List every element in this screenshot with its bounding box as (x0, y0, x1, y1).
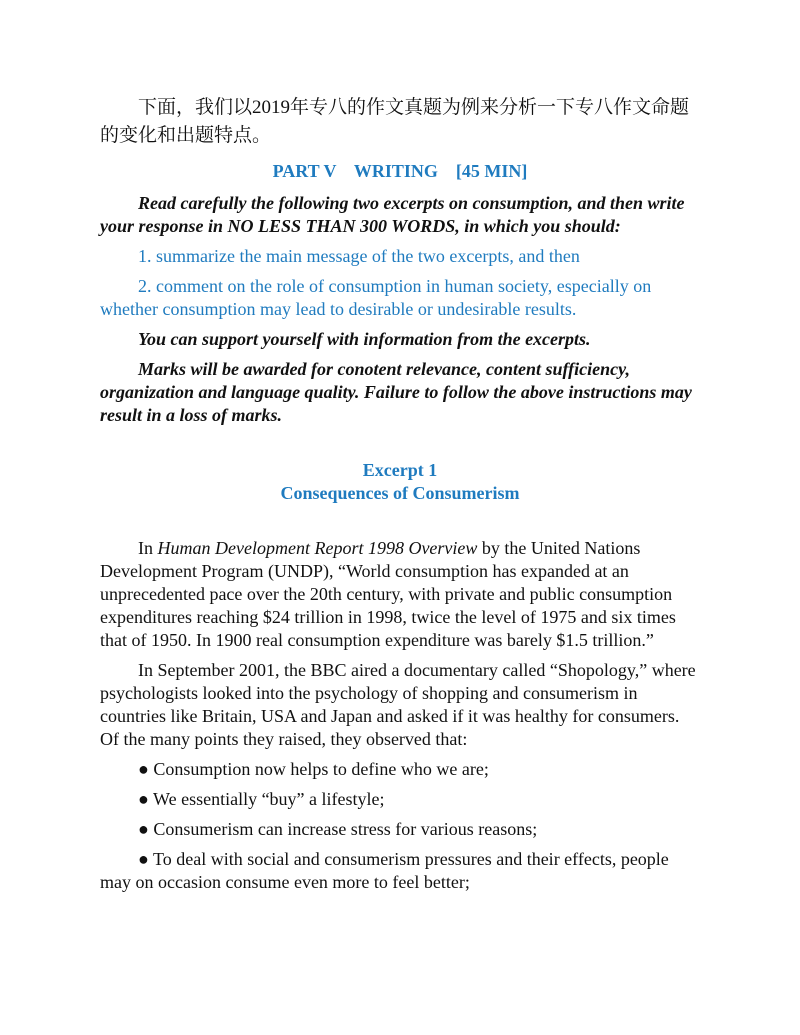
part-heading: PART V WRITING [45 MIN] (272, 161, 528, 181)
excerpt-title: Consequences of Consumerism (280, 483, 520, 503)
task-1: 1. summarize the main message of the two excerpts, and then (138, 246, 580, 266)
excerpt-paragraph-1 (100, 537, 700, 652)
p1-prefix: In (138, 538, 158, 558)
bullet-item: ● Consumerism can increase stress for various reasons; (138, 819, 538, 839)
excerpt-paragraph-2: In September 2001, the BBC aired a documentary called “Shopology,” where psychologists looked into the psychology of shopping and consumerism in countries like Britain, USA and Japan and asked if it was healthy for consumers. Of the many points they raised, they observed that: (100, 660, 696, 749)
instruction-support: You can support yourself with information from the excerpts. (138, 329, 591, 349)
task-2: 2. comment on the role of consumption in human society, especially on whether consumption may lead to desirable or undesirable results. (100, 276, 652, 319)
document-page (100, 94, 700, 894)
chinese-intro: 下面，我们以2019年专八的作文真题为例来分析一下专八作文命题的变化和出题特点。 (100, 97, 690, 146)
bullet-item: ● To deal with social and consumerism pressures and their effects, people may on occasion consume even more to feel better; (100, 849, 669, 892)
instruction-marks: Marks will be awarded for conotent relevance, content sufficiency, organization and language quality. Failure to follow the above instructions may result in a loss of marks. (100, 359, 692, 425)
bullet-item: ● Consumption now helps to define who we are; (138, 759, 489, 779)
report-title: Human Development Report 1998 Overview (157, 538, 478, 558)
excerpt-label: Excerpt 1 (362, 460, 438, 480)
instruction-read: Read carefully the following two excerpts on consumption, and then write your response in NO LESS THAN 300 WORDS, in which you should: (100, 193, 685, 236)
p1-rest: by the United Nations Development Program (UNDP), “World consumption has expanded at an unprecedented pace over the 20th century, with private and public consumption expenditures reaching $24 trillion in 1998, twice the level of 1975 and six times that of 1950. In 1900 real consumption expenditure was barely $1.5 trillion.” (100, 538, 676, 650)
bullet-item: ● We essentially “buy” a lifestyle; (138, 789, 385, 809)
